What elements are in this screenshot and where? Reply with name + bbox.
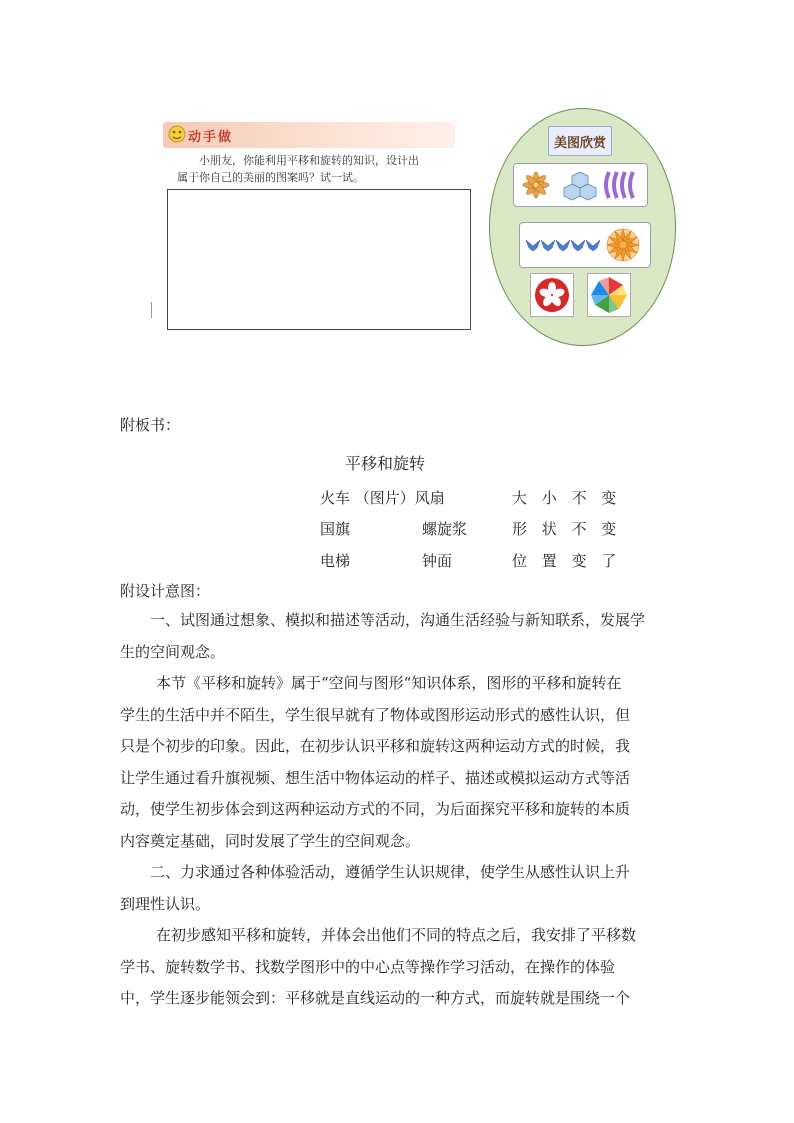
flower-pattern-icon <box>516 166 556 204</box>
board-row-3-col-1: 电梯 <box>320 552 351 570</box>
text-line: 让学生通过看升旗视频、想生活中物体运动的样子、描述或模拟运动方式等活 <box>120 768 631 787</box>
drawing-area[interactable] <box>167 189 471 330</box>
text-line: 学生的生活中并不陌生，学生很早就有了物体或图形运动形式的感性认识，但 <box>120 705 631 724</box>
board-row-1-col-1: 火车 （图片）风扇 <box>320 489 445 507</box>
activity-line-2: 属于你自己的美丽的图案吗？试一试。 <box>177 171 364 184</box>
bird-pattern-icon <box>524 232 602 256</box>
text-line: 学书、旋转数学书、找数学图形中的中心点等操作学习活动，在操作的体验 <box>120 957 616 976</box>
board-row-3-col-3: 位 置 变 了 <box>512 552 622 570</box>
hand-icon <box>166 124 188 144</box>
text-line: 二、力求通过各种体验活动，遵循学生认识规律，使学生从感性认识上升 <box>150 863 631 881</box>
margin-mark <box>151 302 152 318</box>
bauhinia-icon <box>534 277 570 313</box>
board-row-2-col-3: 形 状 不 变 <box>512 520 622 538</box>
pinwheel-icon <box>589 275 629 315</box>
text-line: 在初步感知平移和旋转，并体会出他们不同的特点之后，我安排了平移数 <box>156 926 637 944</box>
text-line: 内容奠定基础，同时发展了学生的空间观念。 <box>120 831 421 850</box>
board-row-2-col-1: 国旗 <box>320 520 351 538</box>
gallery-title: 美图欣赏 <box>553 136 606 151</box>
activity-title: 动手做 <box>188 130 234 145</box>
activity-instructions <box>177 152 477 186</box>
board-title: 平移和旋转 <box>345 454 426 473</box>
board-row-2-col-2: 螺旋浆 <box>422 520 468 538</box>
board-row-3-col-2: 钟面 <box>422 552 453 570</box>
design-paragraph-1 <box>120 605 680 668</box>
text-line: 本节《平移和旋转》属于“空间与图形“知识体系，图形的平移和旋转在 <box>156 674 622 692</box>
design-heading: 附设计意图： <box>120 582 211 600</box>
text-line: 动，使学生初步体会到这两种运动方式的不同，为后面探究平移和旋转的本质 <box>120 800 631 818</box>
text-line: 一、试图通过想象、模拟和描述等活动，沟通生活经验与新知联系，发展学 <box>150 611 646 629</box>
design-paragraph-2 <box>120 668 680 857</box>
text-line: 生的空间观念。 <box>120 642 226 661</box>
text-line: 中，学生逐步能领会到：平移就是直线运动的一种方式，而旋转就是围绕一个 <box>120 989 631 1007</box>
cube-pattern-icon <box>560 168 600 202</box>
text-line: 只是个初步的印象。因此，在初步认识平移和旋转这两种运动方式的时候，我 <box>120 737 631 755</box>
board-row-1-col-3: 大 小 不 变 <box>512 489 622 507</box>
design-paragraph-3 <box>120 857 680 920</box>
arc-pattern-icon <box>601 168 643 202</box>
sunburst-pattern-icon <box>605 227 641 263</box>
board-heading: 附板书： <box>120 416 181 434</box>
design-paragraph-4 <box>120 920 680 1015</box>
activity-line-1: 小朋友，你能利用平移和旋转的知识，设计出 <box>199 154 419 167</box>
text-line: 到理性认识。 <box>120 894 211 913</box>
